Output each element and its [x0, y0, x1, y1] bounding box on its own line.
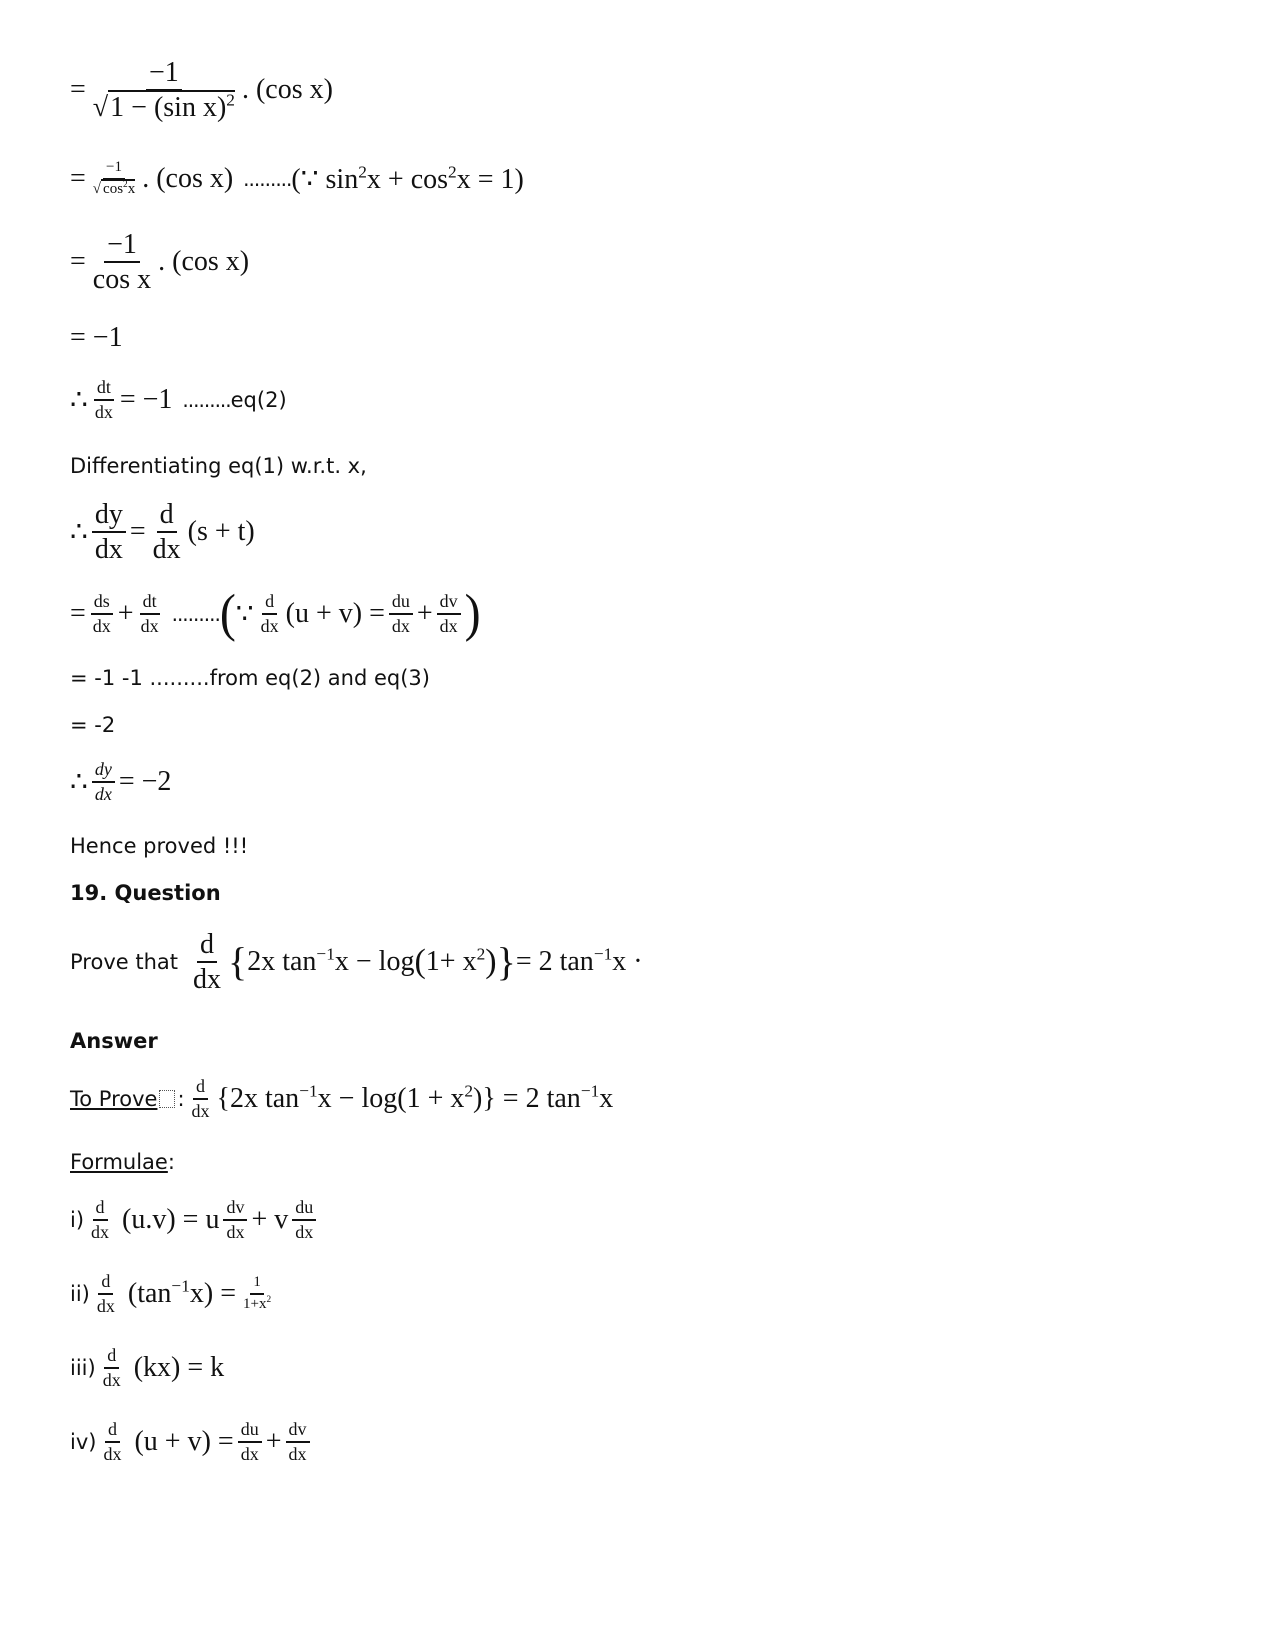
- fraction: [90, 58, 238, 123]
- fraction: [92, 378, 116, 422]
- expression: [217, 1083, 614, 1115]
- exponent: 2: [123, 179, 128, 190]
- numerator: d: [197, 930, 217, 963]
- fraction: [100, 1420, 124, 1464]
- numerator: d: [157, 500, 177, 533]
- expr-part: 1+ x: [425, 946, 477, 978]
- open-brace: {: [227, 939, 248, 985]
- denominator-part: 1+x: [243, 1295, 267, 1312]
- exponent: 2: [358, 162, 367, 182]
- expression: (u + v) =: [134, 1425, 234, 1457]
- exponent: −1: [316, 945, 335, 965]
- expr-part: = 2 tan: [515, 946, 594, 978]
- close-paren: ): [485, 943, 497, 981]
- therefore-symbol: ∴: [70, 517, 88, 549]
- numerator: d: [93, 1198, 108, 1221]
- reason-part: x + cos: [366, 163, 449, 195]
- formula-index: i): [70, 1207, 85, 1232]
- expression: + v: [251, 1203, 289, 1235]
- plus-sign: +: [117, 598, 134, 629]
- expr-part: (tan: [127, 1277, 172, 1309]
- plus-sign: +: [265, 1425, 282, 1457]
- exponent: −1: [593, 945, 613, 965]
- numerator: d: [193, 1077, 208, 1100]
- colon: :: [177, 1086, 185, 1111]
- fraction: [150, 500, 184, 565]
- expr-part: 2x tan: [247, 946, 317, 978]
- equals-sign: =: [70, 598, 86, 629]
- exponent: −1: [171, 1276, 190, 1296]
- formula-item: [70, 1346, 224, 1390]
- formula-index: iii): [70, 1355, 96, 1380]
- derivation-text: [70, 666, 430, 690]
- numerator: −1: [103, 160, 125, 180]
- numerator: dy: [92, 500, 126, 533]
- open-paren: (: [414, 943, 426, 981]
- equals-sign: =: [70, 74, 86, 106]
- expr-part: x) =: [189, 1277, 237, 1309]
- step-text: Differentiating eq(1) w.r.t. x,: [70, 454, 367, 478]
- step-text: = -1 -1 .........from eq(2) and eq(3): [70, 666, 430, 690]
- equation-tag: eq(2): [230, 387, 287, 412]
- denominator: dx: [94, 783, 112, 804]
- derivation-step-3: [70, 230, 249, 295]
- fraction: [100, 1346, 124, 1390]
- fraction: [138, 592, 162, 636]
- denominator: dx: [260, 616, 279, 636]
- denominator: √1 − (sin x)$^2$: [92, 91, 235, 124]
- expr-part: x − log(1 + x: [317, 1082, 465, 1114]
- numerator: d: [105, 1420, 120, 1443]
- derivation-step-7: [70, 500, 255, 565]
- therefore-symbol: ∴: [70, 384, 88, 416]
- step-text: = -2: [70, 713, 116, 737]
- radicand-tail: x: [127, 180, 136, 197]
- question-heading: [70, 881, 221, 905]
- question-statement: [70, 930, 643, 995]
- numerator: du: [389, 592, 413, 615]
- denominator: dx: [240, 1443, 259, 1464]
- numerator: du: [238, 1420, 262, 1443]
- equals-sign: =: [70, 246, 86, 278]
- radicand: 1 − (sin x): [110, 92, 227, 124]
- derivation-step-5: [70, 378, 287, 422]
- denominator: dx: [94, 534, 123, 566]
- fraction: [92, 760, 115, 804]
- expression: [516, 946, 643, 978]
- formula-item: [70, 1272, 278, 1316]
- reason: [291, 162, 523, 196]
- radicand: cos: [103, 180, 124, 197]
- exponent: 2: [448, 162, 457, 182]
- conclusion-text: [70, 834, 248, 858]
- denominator: dx: [439, 616, 458, 636]
- fraction: [238, 1420, 262, 1464]
- factor: . (cos x): [142, 162, 234, 194]
- numerator: dv: [286, 1420, 310, 1443]
- numerator: dy: [92, 760, 115, 783]
- close-brace: }: [496, 939, 516, 985]
- derivation-step-1: [70, 58, 333, 123]
- numerator: d: [262, 592, 277, 615]
- formula-item: [70, 1198, 320, 1242]
- answer-heading: [70, 1029, 158, 1053]
- dots-leader: .........: [182, 387, 231, 412]
- denominator: dx: [102, 1369, 121, 1390]
- because-symbol: ∵: [235, 599, 254, 630]
- denominator: dx: [94, 401, 113, 422]
- expression: (u.v) = u: [122, 1203, 220, 1235]
- fraction: [286, 1420, 310, 1464]
- numerator: du: [292, 1198, 316, 1221]
- fraction: [258, 592, 282, 636]
- fraction: [190, 930, 224, 995]
- denominator: dx: [391, 616, 410, 636]
- step-text: Hence proved !!!: [70, 834, 249, 858]
- derivation-text: [70, 454, 367, 478]
- fraction: [90, 160, 138, 198]
- rhs: = −1: [119, 383, 173, 415]
- denominator: dx: [92, 616, 111, 636]
- exponent: 2: [266, 1294, 272, 1305]
- numerator: −1: [146, 58, 182, 91]
- denominator: dx: [226, 1221, 245, 1242]
- denominator: dx: [295, 1221, 314, 1242]
- numerator: ds: [91, 592, 113, 615]
- exponent: 2: [464, 1081, 474, 1101]
- colon: :: [167, 1150, 175, 1174]
- expr-part: x − log: [334, 946, 415, 978]
- fraction: [94, 1272, 118, 1316]
- numerator: dt: [140, 592, 160, 615]
- denominator: dx: [152, 534, 181, 566]
- fraction: [189, 1077, 213, 1121]
- expression: (u + v) =: [285, 598, 385, 629]
- exponent: 2: [476, 945, 486, 965]
- result-text: = −1: [70, 322, 123, 353]
- denominator: [240, 1295, 274, 1313]
- fraction: [437, 592, 461, 636]
- expression: [247, 946, 414, 978]
- factor: . (cos x): [158, 246, 250, 278]
- formula-item: [70, 1420, 314, 1464]
- fraction: [88, 1198, 112, 1242]
- close-paren: ): [464, 584, 481, 643]
- expr-part: )} = 2 tan: [473, 1082, 581, 1114]
- placeholder-box-icon: [159, 1090, 175, 1108]
- open-paren: (: [219, 584, 236, 643]
- exponent: 2: [226, 91, 235, 111]
- heading-text: 19. Question: [70, 881, 221, 905]
- dots-leader: .........: [243, 166, 292, 191]
- derivation-step-11: [70, 760, 171, 804]
- expr-part: {2x tan: [216, 1082, 300, 1114]
- dots-leader: .........: [171, 602, 220, 626]
- denominator: √ $\cos^2x$: [92, 179, 136, 197]
- denominator: dx: [91, 1221, 110, 1242]
- numerator: −1: [104, 230, 140, 263]
- factor: (s + t): [187, 516, 255, 548]
- expression: [128, 1278, 236, 1310]
- to-prove-label: To Prove: [70, 1086, 158, 1111]
- exponent: −1: [580, 1081, 600, 1101]
- denominator: cos x: [92, 264, 152, 296]
- expr-part: x: [599, 1082, 614, 1114]
- to-prove-statement: [70, 1077, 613, 1121]
- fraction: [223, 1198, 247, 1242]
- derivation-step-4: [70, 322, 123, 354]
- fraction: [90, 230, 154, 295]
- expression: (kx) = k: [133, 1351, 225, 1383]
- numerator: dv: [223, 1198, 247, 1221]
- denominator: dx: [191, 1100, 210, 1121]
- plus-sign: +: [416, 598, 433, 629]
- rhs: = −2: [118, 765, 172, 797]
- denominator: dx: [288, 1443, 307, 1464]
- exponent: −1: [299, 1081, 318, 1101]
- fraction: [240, 1275, 274, 1313]
- formula-index: iv): [70, 1429, 97, 1454]
- prompt-text: Prove that: [70, 950, 178, 975]
- formulae-label: Formulae: [70, 1150, 168, 1174]
- fraction: [292, 1198, 316, 1242]
- therefore-symbol: ∴: [70, 766, 88, 798]
- formula-index: ii): [70, 1281, 90, 1306]
- numerator: 1: [250, 1275, 264, 1295]
- reason-part: (∵ sin: [291, 163, 359, 195]
- factor: . (cos x): [241, 74, 333, 106]
- heading-text: Answer: [70, 1029, 158, 1053]
- derivation-step-8: [70, 584, 481, 643]
- formulae-heading: [70, 1150, 175, 1174]
- fraction: [90, 592, 114, 636]
- denominator: dx: [96, 1295, 115, 1316]
- denominator: dx: [192, 964, 221, 996]
- fraction: [92, 500, 126, 565]
- expression: [426, 946, 485, 978]
- derivation-step-2: [70, 160, 524, 198]
- equals-sign: =: [70, 162, 86, 194]
- numerator: d: [98, 1272, 113, 1295]
- reason-part: x = 1): [456, 163, 524, 195]
- expr-part: x ·: [612, 946, 643, 978]
- denominator: dx: [140, 616, 159, 636]
- equals-sign: =: [129, 516, 146, 548]
- fraction: [389, 592, 413, 636]
- numerator: dv: [437, 592, 461, 615]
- denominator: dx: [103, 1443, 122, 1464]
- numerator: dt: [94, 378, 114, 401]
- derivation-text: [70, 713, 115, 737]
- numerator: d: [104, 1346, 119, 1369]
